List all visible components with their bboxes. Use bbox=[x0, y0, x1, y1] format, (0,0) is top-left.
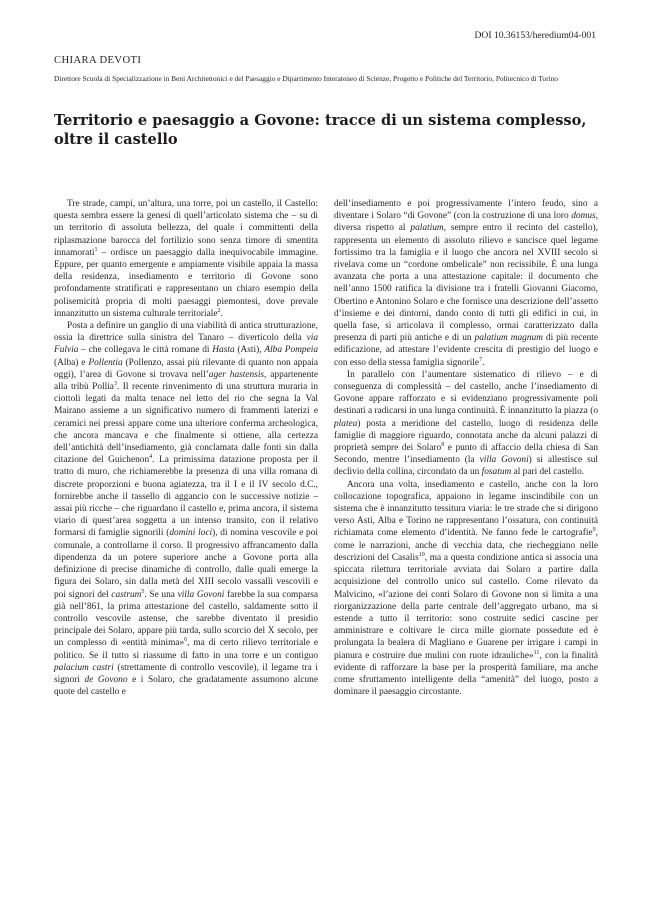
italic-term: Hasta bbox=[212, 345, 235, 356]
author-name: CHIARA DEVOTI bbox=[54, 55, 142, 66]
italic-term: de Govono bbox=[84, 674, 128, 685]
text-run: . La primissima datazione proposta per il tratto di muro, che richiamerebbe la presenza di una villa romana di discrete proporzioni e buona agiatezza, tra il I e il IV secolo d.C., fornirebbe anche il tassello di aggancio con le successive notizie – assai più ricche – che riguardano il castello e, prima ancora, il sistema viario di quest’area soggetta a un intenso transito, con il relativo formarsi di famiglie signorili ( bbox=[54, 455, 318, 539]
left-text-column bbox=[54, 198, 318, 698]
text-run: Posta a definire un ganglio di una viabilità di antica strutturazione, ossia la direttrice sulla sinistra del Tanaro – diverticolo della bbox=[54, 321, 318, 344]
footnote-marker: 7 bbox=[479, 356, 483, 363]
doi-identifier: DOI 10.36153/heredium04-001 bbox=[474, 30, 596, 41]
text-run: – che collegava le città romane di bbox=[78, 345, 213, 356]
text-run: . Se una bbox=[144, 589, 178, 600]
text-run: ), di nomina vescovile e poi comunale, a controllarne il corso. Il progressivo affrancamento dalla dipendenza da un potere superiore anche a Govone porta alla definizione di precise dinamiche di controllo, dalle quali emerge la figura dei Solaro, sin dalla metà del XIII secolo vassalli vescovili e poi signori del bbox=[54, 528, 318, 600]
footnote-marker: 10 bbox=[418, 551, 425, 558]
footnote-marker: 9 bbox=[592, 527, 596, 534]
italic-term: castrum bbox=[111, 589, 142, 600]
text-run: ) si allestisce sul declivio della collina, circondato da un bbox=[334, 455, 598, 478]
italic-term: Alba Pompeia bbox=[264, 345, 319, 356]
body-paragraph bbox=[334, 369, 598, 479]
italic-term: domini loci bbox=[169, 528, 213, 539]
right-text-column bbox=[334, 198, 598, 698]
text-run: , ma a questa condizione antica si associa una spiccata rilettura territoriale avviata dai Solaro a partire dalla acquisizione del controllo unico sul castello. Come rilevato da Malvicino, «l’azione dei conti Solaro di Govone non si limita a una riorganizzazione della parte centrale dell’aggregato urbano, ma si estende a tutto il territorio: sono costruite sedici cascine per amministrare e coltivare le circa mille giornate possedute ed è prolungata la bealera di Magliano e Guarene per irrigare i campi in pianura e costruire due mulini con ruote idrauliche» bbox=[334, 552, 598, 661]
body-paragraph bbox=[54, 320, 318, 698]
text-run: (Alba) e bbox=[54, 357, 89, 368]
italic-term: via Fulvia bbox=[54, 333, 318, 356]
italic-term: fosatum bbox=[481, 467, 512, 478]
text-run: . bbox=[482, 357, 485, 368]
footnote-marker: 1 bbox=[94, 246, 98, 253]
italic-term: Pollentia bbox=[88, 357, 123, 368]
text-run: Ancora una volta, insediamento e castello, anche con la loro collocazione topografica, appaiono in legame inscindibile con un sistema che è innanzitutto tessitura viaria: le tre strade che si dirigono verso Asti, Alba e Torino ne rappresentano l’ossatura, con continuità richiamata come elemento d’identità. Ne fanno fede le cartografie bbox=[334, 479, 598, 539]
body-paragraph bbox=[334, 479, 598, 699]
italic-term: villa Govoni bbox=[177, 589, 225, 600]
text-run: e punto di affaccio della chiesa di San Secondo, mentre l’insediamento (la bbox=[334, 443, 598, 466]
text-run: , appartenente alla tribù Pollia bbox=[54, 369, 318, 393]
text-run: In parallelo con l’aumentare sistematico di rilievo – e di conseguenza di complessità – del castello, anche l’insediamento di Govone appare rafforzato e si evidenziano progressivamente poli destinati a radicarsi in una lunga continuità. È innanzitutto la piazza (o bbox=[334, 369, 598, 417]
text-run: dell’insediamento e poi progressivamente l’intero feudo, sino a diventare i Solaro “di Govone” (con la costruzione di una loro bbox=[334, 199, 598, 222]
italic-term: domus bbox=[571, 211, 596, 222]
article-title: Territorio e paesaggio a Govone: tracce di un sistema complesso, oltre il castello bbox=[54, 112, 587, 148]
text-run: , come le narrazioni, anche di vecchia data, che riecheggiano nelle descrizioni del Casalis bbox=[334, 528, 598, 563]
italic-term: villa Govoni bbox=[479, 455, 529, 466]
author-affiliation: Direttore Scuola di Specializzazione in Beni Architettonici e del Paesaggio e Dipartimento Interateneo di Scienze, Progetto e Politiche del Territorio, Politecnico di Torino bbox=[54, 74, 558, 83]
body-paragraph bbox=[54, 198, 318, 320]
footnote-marker: 8 bbox=[441, 441, 445, 448]
text-run: al pari del castello. bbox=[511, 467, 585, 478]
text-run: – ordisce un paesaggio dalla inequivocabile immagine. Eppure, per quanto emergente e ampiamente visibile appaia la massa della residenza, insediamento e territorio di Govone sono profondamente stratificati e rappresentano un chiaro esempio della polisemicità propria di molti paesaggi piemontesi, dove prevale innanzitutto un sistema culturale territoriale bbox=[54, 247, 318, 319]
text-run: ) posta a meridione del castello, luogo di residenza delle famiglie di maggiore riguardo, connotata anche da alcuni palazzi di proprietà sempre dei Solaro bbox=[334, 418, 598, 454]
italic-term: platea bbox=[334, 418, 358, 429]
text-run: (Pollenzo, assai più rilevante di quanto non appaia oggi), l’area di Govone si trovava nell’ bbox=[54, 357, 318, 380]
footnote-marker: 11 bbox=[533, 649, 540, 656]
text-run: , diversa rispetto al bbox=[334, 211, 598, 234]
text-run: , con la finalità evidente di rafforzare la base per la prosperità familiare, ma anche come sfruttamento intelligente della “amenità” del luogo, posto a dominare il paesaggio circostante. bbox=[334, 650, 598, 698]
text-run: , ma di certo rilievo territoriale e politico. Se il tutto si riassume di fatto in una torre e un contiguo bbox=[54, 638, 318, 661]
text-run: Tre strade, campi, un’altura, una torre, poi un castello, il Castello: questa sembra essere la genesi di quell’articolato sistema che – su di un territorio di assoluta bellezza, del quale i committenti della riplasmazione barocca del fortilizio sono senza timore di smentita innamorati bbox=[54, 199, 318, 258]
text-run: e i Solaro, che gradatamente assumono alcune quote del castello e bbox=[54, 674, 318, 698]
body-paragraph bbox=[334, 198, 598, 369]
text-run: di più recente edificazione, ad attestare l’evidente crescita di prestigio del luogo e con esso della stessa famiglia signorile bbox=[334, 333, 599, 368]
text-run: . bbox=[220, 308, 223, 319]
italic-term: palatium bbox=[410, 223, 444, 234]
footnote-marker: 6 bbox=[184, 637, 188, 644]
italic-term: palatium magnum bbox=[474, 333, 543, 344]
text-run: farebbe la sua comparsa già nell’861, la prima attestazione del castello, saldamente sotto il controllo vescovile astense, che sarebbe diventato il presidio principale dei Solaro, appare più tarda, sullo scorcio del X secolo, per un complesso di «entità minima» bbox=[54, 589, 318, 649]
text-run: , sempre entro il recinto del castello), rappresenta un elemento di assoluto rilievo e sancisce quel legame fortissimo tra la famiglia e il luogo che ancora nel XVIII secolo si rivelava come un “cordone ombelicale” non recissibile. È una lunga avanzata che porta a una attestazione capitale: il documento che nell’anno 1500 ratifica la divisione tra i fratelli Giovanni Giacomo, Obertino e Antonino Solaro e che fornisce una descrizione dell’assetto d’insieme e dei dintorni, dando conto di tutti gli edifici in cui, in quella fase, si articolava il complesso, ormai caratterizzato dalla presenza di parti più antiche e di un bbox=[334, 223, 598, 344]
footnote-marker: 2 bbox=[217, 307, 221, 314]
italic-term: palacium castri bbox=[54, 662, 114, 673]
italic-term: ager hastensis bbox=[208, 369, 265, 380]
footnote-marker: 4 bbox=[149, 454, 153, 461]
footnote-marker: 5 bbox=[141, 588, 145, 595]
text-run: (Asti), bbox=[234, 345, 265, 356]
footnote-marker: 3 bbox=[113, 380, 117, 387]
text-run: . Il recente rinvenimento di una struttura muraria in ciottoli legati da malta tenace nel letto del rio che segna la Val Mairano assieme a un significativo numero di frammenti laterizi e ceramici nei pressi appare come una ulteriore conferma archeologica, che ancora mancava e che finalmente si ottiene, alla certezza dell’antichità dell’insediamento, già conclamata dalle fonti sin dalla citazione del Guichenon bbox=[54, 382, 318, 466]
text-run: (strettamente di controllo vescovile), il legame tra i signori bbox=[54, 662, 318, 685]
